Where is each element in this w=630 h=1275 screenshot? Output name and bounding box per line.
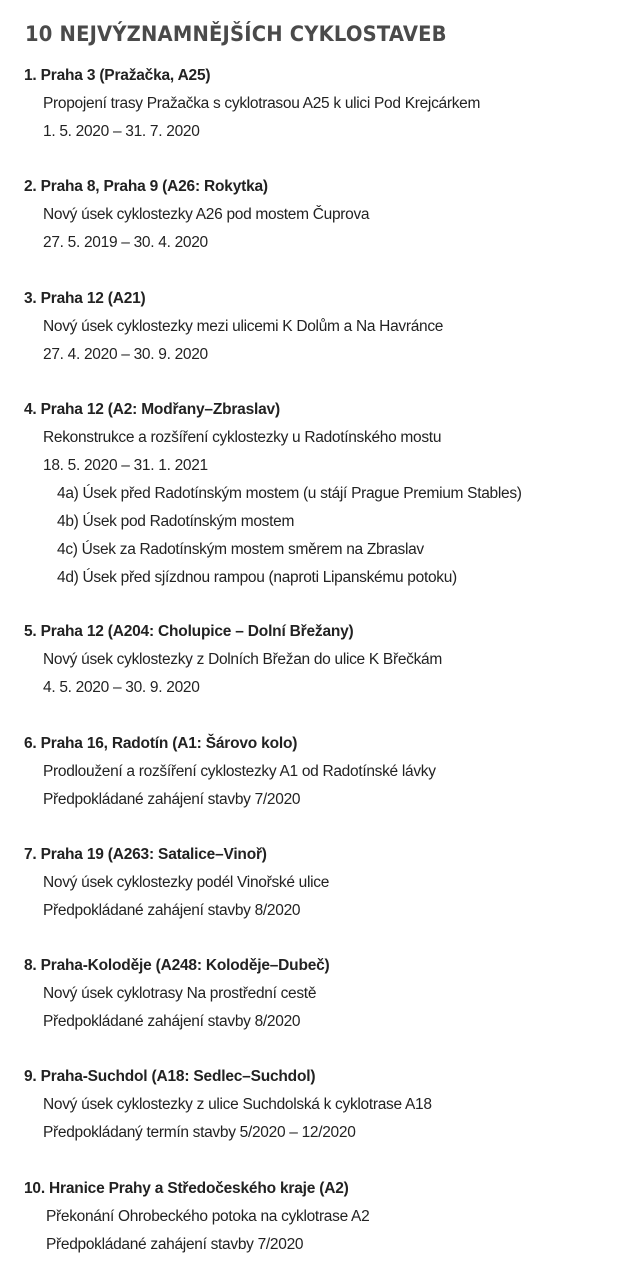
project-description: Nový úsek cyklostezky z Dolních Břežan do ulice K Břečkám <box>43 651 442 668</box>
project-heading: 9. Praha-Suchdol (A18: Sedlec–Suchdol) <box>24 1068 316 1085</box>
project-timing: 27. 5. 2019 – 30. 4. 2020 <box>43 234 208 251</box>
project-item <box>24 952 624 1036</box>
project-description: Nový úsek cyklostezky mezi ulicemi K Dolům a Na Havránce <box>43 318 444 335</box>
project-item <box>24 62 624 146</box>
project-heading: 6. Praha 16, Radotín (A1: Šárovo kolo) <box>24 735 298 752</box>
project-timing: Předpokládané zahájení stavby 8/2020 <box>43 902 301 919</box>
project-timing: Předpokládaný termín stavby 5/2020 – 12/2020 <box>43 1124 356 1141</box>
project-section: 4b) Úsek pod Radotínským mostem <box>57 513 295 530</box>
project-section: 4c) Úsek za Radotínským mostem směrem na Zbraslav <box>57 541 424 558</box>
project-description: Nový úsek cyklotrasy Na prostřední cestě <box>43 985 317 1002</box>
project-heading: 2. Praha 8, Praha 9 (A26: Rokytka) <box>24 178 268 195</box>
project-item <box>24 173 624 257</box>
project-section: 4d) Úsek před sjízdnou rampou (naproti Lipanskému potoku) <box>57 569 457 586</box>
project-item <box>24 396 624 592</box>
project-item <box>24 1063 624 1147</box>
project-heading: 10. Hranice Prahy a Středočeského kraje (A2) <box>24 1180 349 1197</box>
project-timing: 1. 5. 2020 – 31. 7. 2020 <box>43 123 200 140</box>
project-item <box>24 618 624 702</box>
project-timing: 18. 5. 2020 – 31. 1. 2021 <box>43 457 208 474</box>
project-description: Nový úsek cyklostezky z ulice Suchdolská k cyklotrase A18 <box>43 1096 432 1113</box>
project-timing: Předpokládané zahájení stavby 7/2020 <box>43 791 301 808</box>
project-heading: 1. Praha 3 (Pražačka, A25) <box>24 67 211 84</box>
project-item <box>24 841 624 925</box>
project-timing: Předpokládané zahájení stavby 8/2020 <box>43 1013 301 1030</box>
project-timing: Předpokládané zahájení stavby 7/2020 <box>46 1236 304 1253</box>
project-heading: 8. Praha-Koloděje (A248: Koloděje–Dubeč) <box>24 957 330 974</box>
project-description: Překonání Ohrobeckého potoka na cyklotrase A2 <box>46 1208 370 1225</box>
project-heading: 5. Praha 12 (A204: Cholupice – Dolní Břežany) <box>24 623 354 640</box>
project-heading: 3. Praha 12 (A21) <box>24 290 146 307</box>
project-section: 4a) Úsek před Radotínským mostem (u stájí Prague Premium Stables) <box>57 485 522 502</box>
project-description: Prodloužení a rozšíření cyklostezky A1 od Radotínské lávky <box>43 763 436 780</box>
project-heading: 4. Praha 12 (A2: Modřany–Zbraslav) <box>24 401 280 418</box>
project-item <box>24 285 624 369</box>
project-description: Nový úsek cyklostezky A26 pod mostem Čuprova <box>43 206 370 223</box>
project-description: Rekonstrukce a rozšíření cyklostezky u Radotínského mostu <box>43 429 442 446</box>
project-item <box>24 1175 624 1259</box>
page-title: 10 NEJVÝZNAMNĚJŠÍCH CYKLOSTAVEB <box>25 22 447 46</box>
project-description: Propojení trasy Pražačka s cyklotrasou A25 k ulici Pod Krejcárkem <box>43 95 481 112</box>
project-heading: 7. Praha 19 (A263: Satalice–Vinoř) <box>24 846 267 863</box>
project-timing: 27. 4. 2020 – 30. 9. 2020 <box>43 346 208 363</box>
project-timing: 4. 5. 2020 – 30. 9. 2020 <box>43 679 200 696</box>
project-item <box>24 730 624 814</box>
project-description: Nový úsek cyklostezky podél Vinořské ulice <box>43 874 330 891</box>
